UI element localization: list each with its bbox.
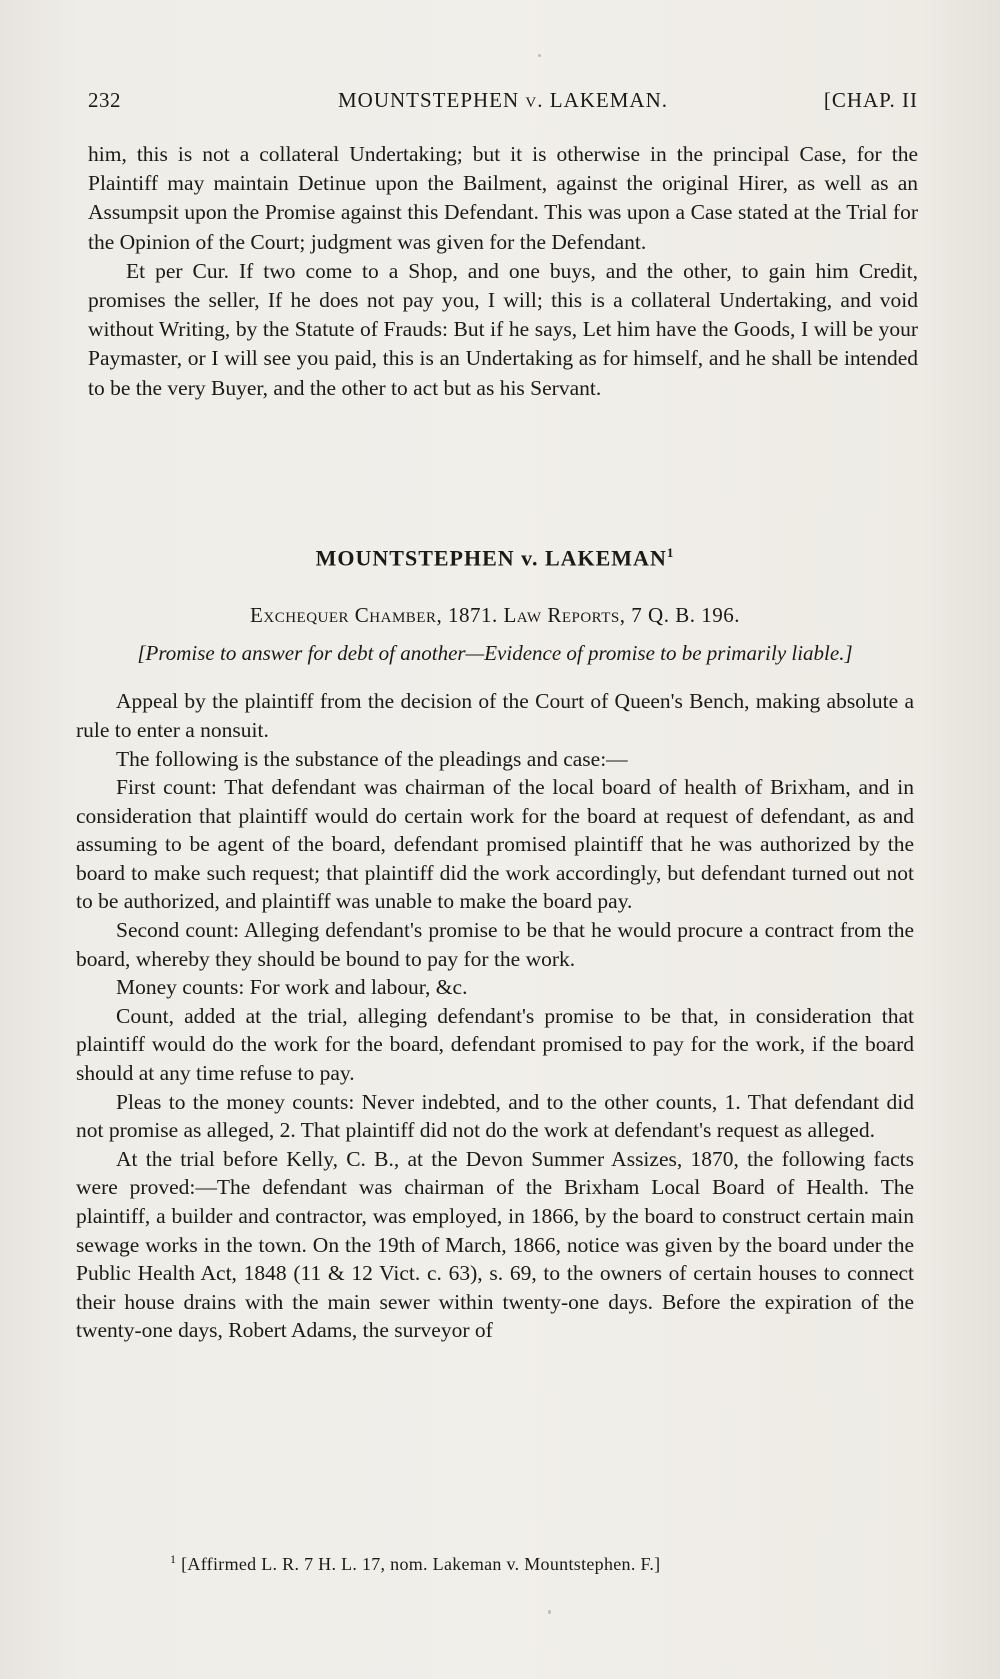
- running-title: MOUNTSTEPHEN v. LAKEMAN.: [338, 88, 668, 112]
- body-paragraph: Et per Cur. If two come to a Shop, and one buys, and the other, to gain him Credit, promises the seller, If he does not pay you, I will; this is a collateral Undertaking, and void without Writing, by the Statute of Frauds: But if he says, Let him have the Goods, I will be your Paymaster, or I will see you paid, this is an Undertaking as for himself, and he shall be intended to be the very Buyer, and the other to act but as his Servant.: [88, 258, 918, 400]
- case-paragraph: Appeal by the plaintiff from the decision of the Court of Queen's Bench, making absolute a rule to enter a nonsuit.: [76, 689, 914, 742]
- case-paragraph: At the trial before Kelly, C. B., at the Devon Summer Assizes, 1870, the following facts were proved:—The defendant was chairman of the Brixham Local Board of Health. The plaintiff, a builder and contractor, was employed, in 1866, by the board to construct certain main sewage works in the town. On the 19th of March, 1866, notice was given by the board under the Public Health Act, 1848 (11 & 12 Vict. c. 63), s. 69, to the owners of certain houses to connect their house drains with the main sewer within twenty-one days. Before the expiration of the twenty-one days, Robert Adams, the surveyor of: [76, 1146, 914, 1343]
- case-body: [76, 687, 914, 1345]
- case-paragraph: Money counts: For work and labour, &c.: [116, 975, 468, 1000]
- headnote: [Promise to answer for debt of another—Evidence of promise to be primarily liable.]: [137, 641, 853, 666]
- ink-speck: [538, 54, 541, 57]
- footnote-text: [Affirmed L. R. 7 H. L. 17, nom. Lakeman v. Mountstephen. F.]: [181, 1554, 661, 1574]
- running-header: [88, 88, 918, 118]
- footnote-number: 1: [170, 1552, 177, 1566]
- case-paragraph: The following is the substance of the pleadings and case:—: [116, 746, 628, 771]
- body-paragraph: him, this is not a collateral Undertaking; but it is otherwise in the principal Case, for the Plaintiff may maintain Detinue upon the Bailment, against the original Hirer, as well as an Assumpsit upon the Promise against this Defendant. This was upon a Case stated at the Trial for the Opinion of the Court; judgment was given for the Defendant.: [88, 142, 918, 254]
- page-number: 232: [88, 88, 121, 112]
- case-report: [76, 545, 914, 1345]
- footnote: [170, 1552, 660, 1575]
- case-title: [76, 545, 914, 571]
- preceding-case-text: [88, 140, 918, 403]
- case-paragraph: First count: That defendant was chairman of the local board of health of Brixham, and in consideration that plaintiff would do certain work for the board at request of defendant, as and assuming to be agent of the board, defendant promised plaintiff that he was authorized by the board to make such request; that plaintiff did the work accordingly, but defendant turned out not to be authorized, and plaintiff was unable to make the board pay.: [76, 775, 914, 914]
- case-paragraph: Count, added at the trial, alleging defendant's promise to be that, in consideration that plaintiff would do the work for the board, defendant promised to pay for the work, if the board should at any time refuse to pay.: [76, 1003, 914, 1086]
- case-paragraph: Pleas to the money counts: Never indebted, and to the other counts, 1. That defendant did not promise as alleged, 2. That plaintiff did not do the work at defendant's request as alleged.: [76, 1089, 914, 1143]
- court-citation: Exchequer Chamber, 1871. Law Reports, 7 Q. B. 196.: [250, 603, 740, 628]
- ink-speck: [548, 1610, 551, 1614]
- chapter-reference: [CHAP. II: [823, 88, 918, 112]
- case-paragraph: Second count: Alleging defendant's promise to be that he would procure a contract from the board, whereby they should be bound to pay for the work.: [76, 918, 914, 971]
- case-title-text: MOUNTSTEPHEN v. LAKEMAN: [315, 545, 667, 571]
- footnote-marker: 1: [666, 545, 675, 560]
